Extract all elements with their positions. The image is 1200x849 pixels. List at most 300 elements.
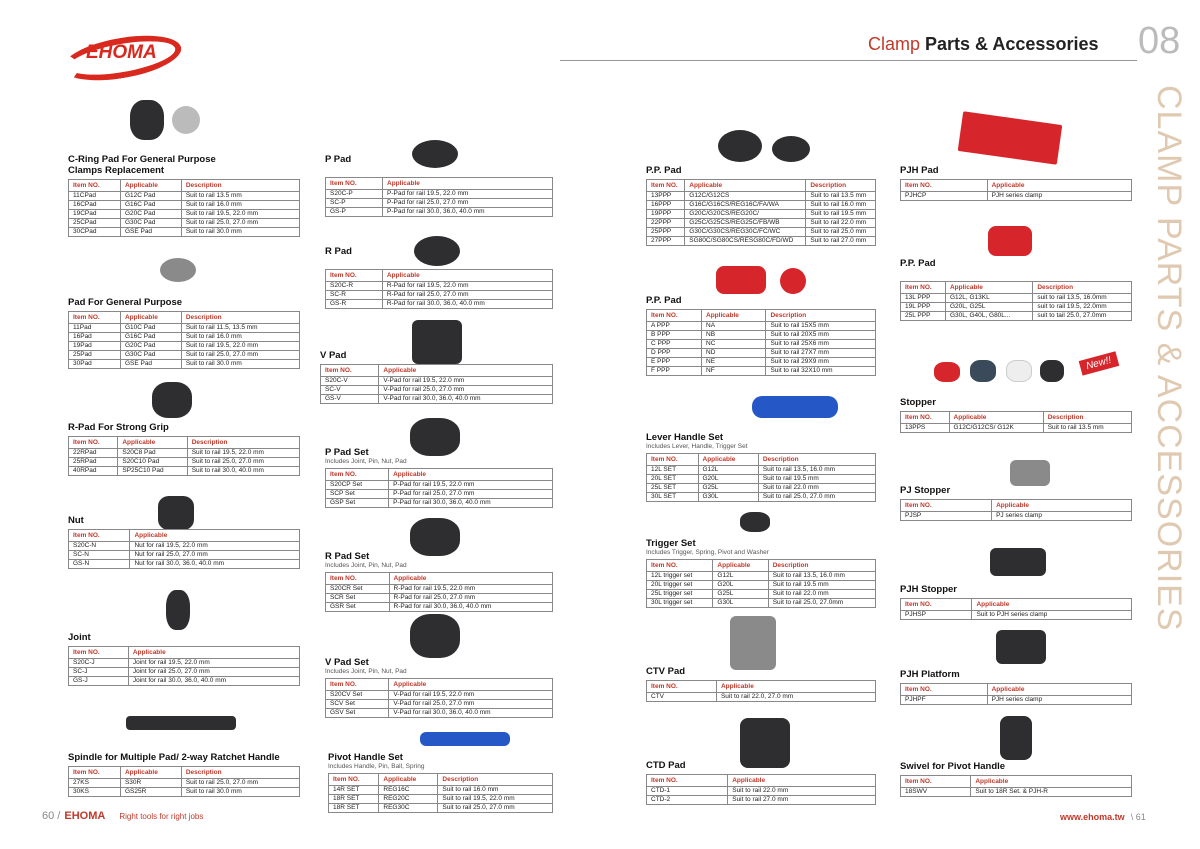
footer-left	[42, 810, 203, 822]
table-cell: Suit to rail 25.0, 27.0 mm	[758, 493, 875, 502]
table-cell: 18R SET	[329, 795, 379, 804]
column-header: Item NO.	[901, 500, 992, 512]
pjh-stopper-image	[990, 548, 1046, 576]
table-cell: 19Pad	[69, 342, 121, 351]
table-cell: 12L SET	[647, 466, 699, 475]
table-row	[647, 796, 876, 805]
table-row	[69, 467, 300, 476]
table-cell: 25RPad	[69, 458, 118, 467]
pj-stopper-image	[1010, 460, 1050, 486]
lever-handle-sub: Includes Lever, Handle, Trigger Set	[646, 443, 748, 450]
table-cell: Suit to rail 30.0, 40.0 mm	[187, 467, 299, 476]
nut-section	[68, 515, 300, 569]
stopper-red-image	[934, 362, 960, 382]
pjh-stopper-title: PJH Stopper	[900, 584, 958, 595]
table-cell: 25L PPP	[901, 312, 946, 321]
column-header: Item NO.	[329, 774, 379, 786]
column-header: Item NO.	[901, 412, 950, 424]
table-row	[69, 333, 300, 342]
table-cell: GS-P	[326, 208, 383, 217]
table-cell: Nut for rail 30.0, 36.0, 40.0 mm	[130, 560, 300, 569]
cring-title-1: C-Ring Pad For General Purpose	[68, 154, 216, 165]
column-header: Applicable	[120, 767, 181, 779]
column-header: Applicable	[379, 365, 553, 377]
table-row	[329, 786, 553, 795]
table-cell: G20L, G25L	[945, 303, 1032, 312]
pivot-handle-title: Pivot Handle Set	[328, 752, 403, 763]
r-pad-set-title: R Pad Set	[325, 551, 370, 562]
table-cell: G16C/G16CS/REG16C/FA/WA	[685, 201, 806, 210]
cring-pad-section	[68, 154, 300, 237]
v-pad-table	[320, 364, 553, 404]
table-cell: F PPP	[647, 367, 702, 376]
table-cell: GS-N	[69, 560, 130, 569]
table-cell: 22RPad	[69, 449, 118, 458]
pp-pad-red-image-1	[716, 266, 766, 294]
pjh-platform-title: PJH Platform	[900, 669, 960, 680]
table-cell: Suit to rail 19.5 mm	[758, 475, 875, 484]
table-cell: Suit to PJH series clamp	[972, 611, 1132, 620]
table-row	[69, 677, 300, 686]
table-cell: Suit to rail 16.0 mm	[181, 333, 299, 342]
column-header: Applicable	[987, 180, 1131, 192]
table-cell: G30L, G40L, G80L...	[945, 312, 1032, 321]
table-cell: 27PPP	[647, 237, 685, 246]
table-cell: Suit to rail 22.0 mm	[758, 484, 875, 493]
table-header-row	[326, 178, 553, 190]
table-row	[647, 358, 876, 367]
p-pad-title: P Pad	[325, 154, 352, 165]
table-header-row	[901, 776, 1132, 788]
footer-site-link[interactable]: www.ehoma.tw	[1060, 812, 1125, 822]
table-row	[901, 788, 1132, 797]
column-header: Applicable	[389, 679, 553, 691]
table-cell: 18R SET	[329, 804, 379, 813]
column-header: Applicable	[118, 437, 187, 449]
table-cell: NF	[702, 367, 766, 376]
table-cell: SP25C10 Pad	[118, 467, 187, 476]
v-pad-set-table	[325, 678, 553, 718]
table-cell: G12L, G13KL	[945, 294, 1032, 303]
page-title: Clamp Parts & Accessories	[868, 34, 1099, 54]
r-pad-section	[325, 246, 553, 309]
pjh-platform-image	[996, 630, 1046, 664]
table-cell: 19L PPP	[901, 303, 946, 312]
column-header: Applicable	[702, 310, 766, 322]
table-cell: SC-R	[326, 291, 383, 300]
table-row	[69, 342, 300, 351]
column-header: Item NO.	[326, 573, 390, 585]
table-cell: Suit to rail 27.0 mm	[806, 237, 876, 246]
pjh-pad-section	[900, 165, 1132, 201]
table-cell: Suit to rail 19.5, 22.0 mm	[181, 342, 299, 351]
table-cell: G12C Pad	[120, 192, 181, 201]
table-row	[326, 199, 553, 208]
table-cell: GSE Pad	[120, 228, 181, 237]
pjh-pad-table	[900, 179, 1132, 201]
table-row	[326, 291, 553, 300]
table-header-row	[69, 530, 300, 542]
pp-pad-title-2: P.P. Pad	[646, 295, 682, 306]
table-cell: 19CPad	[69, 210, 121, 219]
table-cell: REG30C	[379, 804, 438, 813]
rpad-grip-section	[68, 422, 300, 476]
table-cell: C PPP	[647, 340, 702, 349]
table-row	[647, 367, 876, 376]
footer-brand: EHOMA	[64, 810, 106, 822]
table-cell: V-Pad for rail 19.5, 22.0 mm	[379, 377, 553, 386]
column-header: Description	[187, 437, 299, 449]
stopper-white-image	[1006, 360, 1032, 382]
table-row	[647, 493, 876, 502]
table-cell: REG16C	[379, 786, 438, 795]
column-header: Item NO.	[326, 178, 383, 190]
table-cell: Suit to rail 25X6 mm	[766, 340, 876, 349]
table-cell: Suit to rail 30.0 mm	[181, 788, 299, 797]
pp-pad-table-1	[646, 179, 876, 246]
table-cell: GSR Set	[326, 603, 390, 612]
table-cell: G30C Pad	[120, 219, 181, 228]
p-pad-set-sub: Includes Joint, Pin, Nut, Pad	[325, 458, 407, 465]
table-cell: P-Pad for rail 19.5, 22.0 mm	[389, 481, 553, 490]
column-header: Item NO.	[901, 282, 946, 294]
table-cell: SC-N	[69, 551, 130, 560]
table-cell: S20C-V	[321, 377, 379, 386]
table-header-row	[329, 774, 553, 786]
table-header-row	[69, 437, 300, 449]
table-cell: GSP Set	[326, 499, 389, 508]
table-cell: Suit to rail 27X7 mm	[766, 349, 876, 358]
table-cell: P-Pad for rail 25.0, 27.0 mm	[383, 199, 553, 208]
footer-tagline: Right tools for right jobs	[119, 812, 204, 821]
table-row	[647, 340, 876, 349]
v-pad-set-section	[325, 657, 553, 718]
table-cell: 25PPP	[647, 228, 685, 237]
v-pad-title: V Pad	[320, 350, 347, 361]
table-cell: PJSP	[901, 512, 992, 521]
table-row	[647, 599, 876, 608]
table-row	[647, 349, 876, 358]
table-cell: P-Pad for rail 25.0, 27.0 mm	[389, 490, 553, 499]
table-cell: 13L PPP	[901, 294, 946, 303]
table-header-row	[326, 469, 553, 481]
table-header-row	[901, 282, 1132, 294]
cring-detail-image	[172, 106, 200, 134]
table-row	[647, 787, 876, 796]
table-cell: Suit to rail 16.0 mm	[806, 201, 876, 210]
ctd-pad-table	[646, 774, 876, 805]
table-cell: 16Pad	[69, 333, 121, 342]
table-cell: S20C8 Pad	[118, 449, 187, 458]
table-row	[901, 303, 1132, 312]
table-cell: NA	[702, 322, 766, 331]
column-header: Description	[181, 180, 299, 192]
rpad-grip-title: R-Pad For Strong Grip	[68, 422, 169, 433]
table-cell: G30C/G30CS/REG30C/FC/WC	[685, 228, 806, 237]
table-row	[69, 542, 300, 551]
table-row	[326, 190, 553, 199]
table-cell: NC	[702, 340, 766, 349]
p-pad-set-section	[325, 447, 553, 508]
table-row	[69, 360, 300, 369]
table-cell: 14R SET	[329, 786, 379, 795]
stopper-table	[900, 411, 1132, 433]
column-header: Applicable	[972, 599, 1132, 611]
table-cell: G30L	[698, 493, 758, 502]
table-cell: SC-V	[321, 386, 379, 395]
table-header-row	[901, 500, 1132, 512]
swivel-image	[1000, 716, 1032, 760]
table-row	[321, 377, 553, 386]
lever-handle-title: Lever Handle Set	[646, 432, 724, 443]
table-cell: 20L trigger set	[647, 581, 713, 590]
table-cell: PJHPF	[901, 696, 988, 705]
table-cell: Suit to rail 19.5, 22.0 mm	[438, 795, 553, 804]
table-cell: Suit to rail 11.5, 13.5 mm	[181, 324, 299, 333]
table-row	[647, 590, 876, 599]
pp-pad-black-image-1	[718, 130, 762, 162]
lever-handle-section	[646, 432, 876, 502]
joint-title: Joint	[68, 632, 91, 643]
ctd-pad-title: CTD Pad	[646, 760, 686, 771]
table-cell: G25C/G25CS/REG25C/FB/WB	[685, 219, 806, 228]
table-cell: SCV Set	[326, 700, 389, 709]
table-cell: G12L	[713, 572, 768, 581]
column-header: Description	[758, 454, 875, 466]
table-row	[901, 312, 1132, 321]
table-header-row	[901, 684, 1132, 696]
pjh-stopper-section	[900, 584, 1132, 620]
table-cell: Suit to rail 13.5, 16.0 mm	[758, 466, 875, 475]
table-header-row	[69, 647, 300, 659]
column-header: Item NO.	[326, 270, 383, 282]
column-header: Description	[1033, 282, 1132, 294]
table-row	[69, 779, 300, 788]
table-cell: 16CPad	[69, 201, 121, 210]
table-cell: Suit to rail 27.0 mm	[728, 796, 876, 805]
column-header: Applicable	[382, 270, 552, 282]
pjh-platform-table	[900, 683, 1132, 705]
table-header-row	[326, 270, 553, 282]
table-cell: Nut for rail 25.0, 27.0 mm	[130, 551, 300, 560]
table-cell: GSV Set	[326, 709, 389, 718]
table-cell: P-Pad for rail 30.0, 36.0, 40.0 mm	[389, 499, 553, 508]
table-row	[69, 551, 300, 560]
column-header: Item NO.	[647, 560, 713, 572]
table-row	[647, 192, 876, 201]
table-header-row	[69, 180, 300, 192]
column-header: Applicable	[379, 774, 438, 786]
lever-handle-image	[752, 396, 838, 418]
table-cell: 20L SET	[647, 475, 699, 484]
table-row	[647, 219, 876, 228]
table-cell: PJHSP	[901, 611, 972, 620]
table-cell: G25L	[698, 484, 758, 493]
cring-title-2: Clamps Replacement	[68, 165, 165, 176]
table-cell: 16PPP	[647, 201, 685, 210]
table-cell: S20CR Set	[326, 585, 390, 594]
table-cell: V-Pad for rail 19.5, 22.0 mm	[389, 691, 553, 700]
pp-pad-section-2	[646, 295, 876, 376]
table-cell: Suit to rail 19.5 mm	[806, 210, 876, 219]
table-row	[326, 603, 553, 612]
stopper-section	[900, 397, 1132, 433]
joint-section	[68, 632, 300, 686]
column-header: Description	[181, 312, 299, 324]
column-header: Applicable	[128, 647, 299, 659]
table-cell: 12L trigger set	[647, 572, 713, 581]
column-header: Description	[1043, 412, 1131, 424]
table-row	[69, 560, 300, 569]
table-cell: SC-P	[326, 199, 383, 208]
table-header-row	[647, 775, 876, 787]
column-header: Item NO.	[901, 684, 988, 696]
table-cell: G20L	[713, 581, 768, 590]
table-row	[326, 585, 553, 594]
table-row	[647, 331, 876, 340]
column-header: Item NO.	[901, 180, 988, 192]
table-cell: Suit to rail 20X5 mm	[766, 331, 876, 340]
table-row	[321, 386, 553, 395]
table-cell: PJH series clamp	[987, 696, 1131, 705]
table-cell: 30L SET	[647, 493, 699, 502]
trigger-set-image	[740, 512, 770, 532]
trigger-set-table	[646, 559, 876, 608]
table-cell: G12C/G12CS	[685, 192, 806, 201]
table-cell: 30CPad	[69, 228, 121, 237]
pp-pad-section-1	[646, 165, 876, 246]
table-cell: 30KS	[69, 788, 121, 797]
footer-page-left: 60 /	[42, 810, 61, 822]
table-cell: V-Pad for rail 25.0, 27.0 mm	[379, 386, 553, 395]
p-pad-table	[325, 177, 553, 217]
column-header: Description	[768, 560, 875, 572]
column-header: Applicable	[992, 500, 1132, 512]
r-pad-table	[325, 269, 553, 309]
column-header: Applicable	[698, 454, 758, 466]
table-cell: Suit to rail 16.0 mm	[438, 786, 553, 795]
pp-pad-table-3	[900, 281, 1132, 321]
pivot-handle-section	[328, 752, 553, 813]
table-cell: A PPP	[647, 322, 702, 331]
pad-table	[68, 311, 300, 369]
table-cell: suit to rail 13.5, 16.0mm	[1033, 294, 1132, 303]
table-row	[69, 351, 300, 360]
column-header: Item NO.	[901, 776, 971, 788]
table-row	[647, 210, 876, 219]
table-cell: Suit to rail 30.0 mm	[181, 360, 299, 369]
table-cell: 19PPP	[647, 210, 685, 219]
table-row	[69, 788, 300, 797]
column-header: Applicable	[685, 180, 806, 192]
spindle-table	[68, 766, 300, 797]
table-cell: Suit to rail 25.0, 27.0 mm	[187, 458, 299, 467]
pj-stopper-section	[900, 485, 1132, 521]
table-cell: Joint for rail 30.0, 36.0, 40.0 mm	[128, 677, 299, 686]
table-cell: SCR Set	[326, 594, 390, 603]
table-cell: GS25R	[120, 788, 181, 797]
table-cell: G12L	[698, 466, 758, 475]
ctv-pad-table	[646, 680, 876, 702]
column-header: Applicable	[130, 530, 300, 542]
table-row	[69, 659, 300, 668]
table-cell: Suit to rail 22.0, 27.0 mm	[716, 693, 875, 702]
table-cell: R-Pad for rail 25.0, 27.0 mm	[389, 594, 553, 603]
table-cell: suit to tail 25.0, 27.0mm	[1033, 312, 1132, 321]
ehoma-logo	[62, 30, 182, 86]
table-cell: SG80C/SG80CS/RESG80C/FD/WD	[685, 237, 806, 246]
table-cell: 18SWV	[901, 788, 971, 797]
table-cell: suit to rail 19.5, 22.0mm	[1033, 303, 1132, 312]
table-cell: Suit to rail 15X5 mm	[766, 322, 876, 331]
pp-pad-title-3: P.P. Pad	[900, 258, 936, 269]
table-cell: Suit to rail 22.0 mm	[806, 219, 876, 228]
table-cell: Suit to rail 25.0, 27.0 mm	[181, 219, 299, 228]
table-row	[647, 572, 876, 581]
table-cell: SC-J	[69, 668, 129, 677]
column-header: Description	[438, 774, 553, 786]
table-cell: 13PPP	[647, 192, 685, 201]
spindle-image	[126, 716, 236, 730]
table-cell: GSE Pad	[120, 360, 181, 369]
table-cell: GS-V	[321, 395, 379, 404]
table-cell: P-Pad for rail 19.5, 22.0 mm	[383, 190, 553, 199]
stopper-black-image	[1040, 360, 1064, 382]
column-header: Applicable	[716, 681, 875, 693]
table-cell: Suit to rail 25.0, 27.0 mm	[438, 804, 553, 813]
table-cell: 13PPS	[901, 424, 950, 433]
v-pad-set-title: V Pad Set	[325, 657, 369, 668]
pivot-handle-sub: Includes Handle, Pin, Ball, Spring	[328, 763, 425, 770]
ctv-pad-section	[646, 666, 876, 702]
pjh-stopper-table	[900, 598, 1132, 620]
table-cell: 30Pad	[69, 360, 121, 369]
pj-stopper-table	[900, 499, 1132, 521]
table-cell: G16C Pad	[120, 333, 181, 342]
new-badge: New!!	[1079, 351, 1119, 375]
swivel-title: Swivel for Pivot Handle	[900, 761, 1006, 772]
pivot-handle-image	[420, 732, 510, 746]
footer-right	[1060, 812, 1146, 822]
ctv-pad-image	[730, 616, 776, 670]
pjh-pad-image	[958, 111, 1063, 165]
table-cell: G16C Pad	[120, 201, 181, 210]
section-number: 08	[1138, 20, 1181, 62]
table-row	[326, 300, 553, 309]
table-row	[69, 668, 300, 677]
table-cell: S30R	[120, 779, 181, 788]
table-cell: R-Pad for rail 19.5, 22.0 mm	[382, 282, 552, 291]
table-header-row	[69, 312, 300, 324]
table-cell: CTD-2	[647, 796, 728, 805]
column-header: Item NO.	[69, 530, 130, 542]
table-cell: V-Pad for rail 30.0, 36.0, 40.0 mm	[389, 709, 553, 718]
table-cell: PJHCP	[901, 192, 988, 201]
table-cell: Suit to rail 13.5, 16.0 mm	[768, 572, 875, 581]
table-row	[326, 490, 553, 499]
table-row	[647, 237, 876, 246]
table-row	[647, 201, 876, 210]
trigger-set-section	[646, 538, 876, 608]
table-cell: NE	[702, 358, 766, 367]
table-cell: V-Pad for rail 30.0, 36.0, 40.0 mm	[379, 395, 553, 404]
table-row	[329, 804, 553, 813]
column-header: Description	[766, 310, 876, 322]
table-cell: S20C-P	[326, 190, 383, 199]
pivot-handle-table	[328, 773, 553, 813]
table-cell: R-Pad for rail 30.0, 36.0, 40.0 mm	[389, 603, 553, 612]
table-row	[326, 481, 553, 490]
